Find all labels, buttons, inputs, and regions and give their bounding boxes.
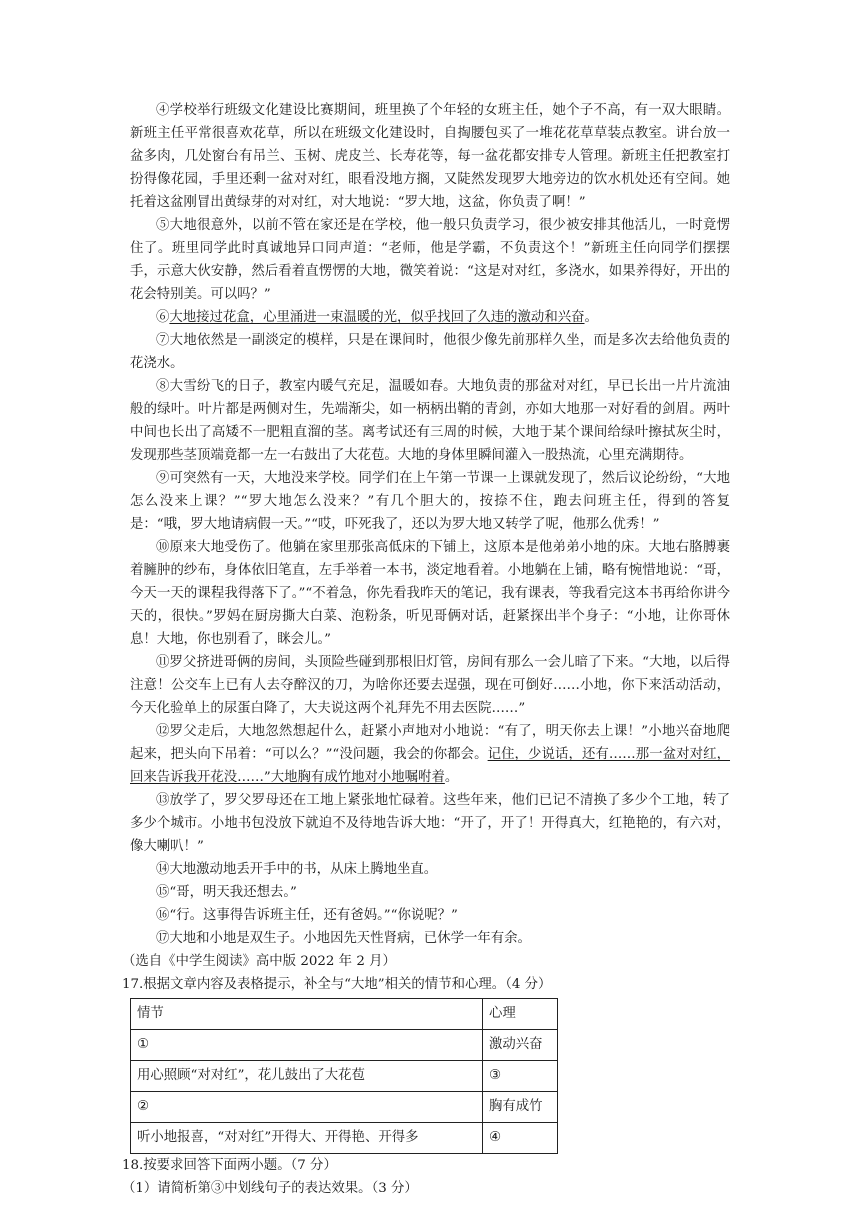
- paragraph-9: ⑨可突然有一天，大地没来学校。同学们在上午第一节课一上课就发现了，然后议论纷纷，“大地怎么没来上课？”“罗大地怎么没来？”有几个胆大的，按捺不住，跑去问班主任，得到的答复是：“哦，罗大地请病假一天。”“哎，吓死我了，还以为罗大地又转学了呢，他那么优秀！”: [130, 471, 730, 532]
- table-cell-plot: 用心照顾“对对红”，花儿鼓出了大花苞: [131, 1061, 483, 1092]
- document-content: [122, 99, 731, 1200]
- table-cell-plot: 听小地报喜，“对对红”开得大、开得艳、开得多: [131, 1123, 483, 1154]
- table-header-mind: 心理: [483, 999, 558, 1030]
- table-row: [131, 1123, 558, 1154]
- table-cell-mind: 激动兴奋: [483, 1030, 558, 1061]
- table-cell-mind: ③: [483, 1061, 558, 1092]
- paragraph-14: ⑭大地激动地丢开手中的书，从床上腾地坐直。: [156, 862, 438, 877]
- paragraph-6: [130, 306, 730, 329]
- paragraph-6-end: 。: [584, 310, 598, 325]
- paragraph-7: ⑦大地依然是一副淡定的模样，只是在课间时，他很少像先前那样久坐，而是多次去给他负责的花浇水。: [130, 333, 730, 371]
- table-header-plot: 情节: [131, 999, 483, 1030]
- plot-mind-table: [130, 998, 558, 1154]
- table-header-row: [131, 999, 558, 1030]
- paragraph-17: ⑰大地和小地是双生子。小地因先天性肾病，已休学一年有余。: [156, 931, 531, 946]
- source-citation: （选自《中学生阅读》高中版 2022 年 2 月）: [122, 954, 396, 969]
- paragraph-4: ④学校举行班级文化建设比赛期间，班里换了个年轻的女班主任，她个子不高，有一双大眼睛。新班主任平常很喜欢花草，所以在班级文化建设时，自掏腰包买了一堆花花草草装点教室。讲台放一盆多肉，几处窗台有吊兰、玉树、虎皮兰、长寿花等，每一盆花都安排专人管理。新班主任把教室打扮得像花园，手里还剩一盆对对红，眼看没地方搁，又陡然发现罗大地旁边的饮水机处还有空间。她托着这盆刚冒出黄绿芽的对对红，对大地说：“罗大地，这盆，你负责了啊！”: [130, 103, 730, 210]
- paragraph-15: ⑮“哥，明天我还想去。”: [156, 885, 297, 900]
- table-cell-plot: ②: [131, 1092, 483, 1123]
- question-18-stem: 18.按要求回答下面两小题。（7 分）: [122, 1158, 337, 1173]
- paragraph-6-number: ⑥: [156, 310, 170, 325]
- question-17-stem: 17.根据文章内容及表格提示，补全与“大地”相关的情节和心理。（4 分）: [122, 977, 552, 992]
- table-row: [131, 1061, 558, 1092]
- underlined-sentence-12: 记住，少说话，还有……那一盆对对红，回来告诉我开花没……”大地胸有成竹地对小地嘱咐着: [130, 747, 731, 785]
- table-row: [131, 1030, 558, 1061]
- paragraph-16: ⑯“行。这事得告诉班主任，还有爸妈。”“你说呢？”: [156, 908, 458, 923]
- paragraph-8: ⑧大雪纷飞的日子，教室内暖气充足，温暖如春。大地负责的那盆对对红，早已长出一片片流油般的绿叶。叶片都是两侧对生，先端渐尖，如一柄柄出鞘的青剑，亦如大地那一对好看的剑眉。两叶中间也长出了高矮不一肥粗直溜的茎。离考试还有三周的时候，大地于某个课间给绿叶擦拭灰尘时，发现那些茎顶端竟都一左一右鼓出了大花苞。大地的身体里瞬间灌入一股热流，心里充满期待。: [130, 379, 730, 463]
- paragraph-10: ⑩原来大地受伤了。他躺在家里那张高低床的下铺上，这原本是他弟弟小地的床。大地右胳膊裹着臃肿的纱布，身体依旧笔直，左手举着一本书，淡定地看着。小地躺在上铺，略有惋惜地说：“哥，今天一天的课程我得落下了。”“不着急，你先看我昨天的笔记，我有课表，等我看完这本书再给你讲今天的，很快。”罗妈在厨房撕大白菜、泡粉条，听见哥俩对话，赶紧探出半个身子：“小地，让你哥休息！大地，你也别看了，眯会儿。”: [130, 540, 730, 647]
- underlined-sentence-6: 大地接过花盒，心里涌进一束温暖的光，似乎找回了久违的激动和兴奋: [169, 310, 585, 325]
- question-18-sub1: （1）请简析第③中划线句子的表达效果。（3 分）: [122, 1181, 418, 1196]
- table-cell-mind: ④: [483, 1123, 558, 1154]
- table-cell-plot: ①: [131, 1030, 483, 1061]
- paragraph-5: ⑤大地很意外，以前不管在家还是在学校，他一般只负责学习，很少被安排其他活儿，一时竟愣住了。班里同学此时真诚地异口同声道：“老师，他是学霸，不负责这个！”新班主任向同学们摆摆手，示意大伙安静，然后看着直愣愣的大地，微笑着说：“这是对对红，多浇水，如果养得好，开出的花会特别美。可以吗？”: [130, 218, 730, 302]
- paragraph-12-text: ⑫罗父走后，大地忽然想起什么，赶紧小声地对小地说：“有了，明天你去上课！”小地兴奋地爬起来，把头向下吊着：“可以么？”“没问题，我会的你都会。: [130, 724, 730, 762]
- paragraph-12: [130, 720, 730, 789]
- table-cell-mind: 胸有成竹: [483, 1092, 558, 1123]
- paragraph-11: ⑪罗父挤进哥俩的房间，头顶险些碰到那根旧灯管，房间有那么一会儿暗了下来。“大地，以后得注意！公交车上已有人去夺醉汉的刀，为啥你还要去逞强，现在可倒好……小地，你下来活动活动，今天化验单上的尿蛋白降了，大夫说这两个礼拜先不用去医院……”: [130, 655, 730, 716]
- table-row: [131, 1092, 558, 1123]
- paragraph-12-end: 。: [444, 770, 459, 785]
- paragraph-13: ⑬放学了，罗父罗母还在工地上紧张地忙碌着。这些年来，他们已记不清换了多少个工地，转了多少个城市。小地书包没放下就迫不及待地告诉大地：“开了，开了！开得真大，红艳艳的，有六对，像大喇叭！”: [130, 793, 730, 854]
